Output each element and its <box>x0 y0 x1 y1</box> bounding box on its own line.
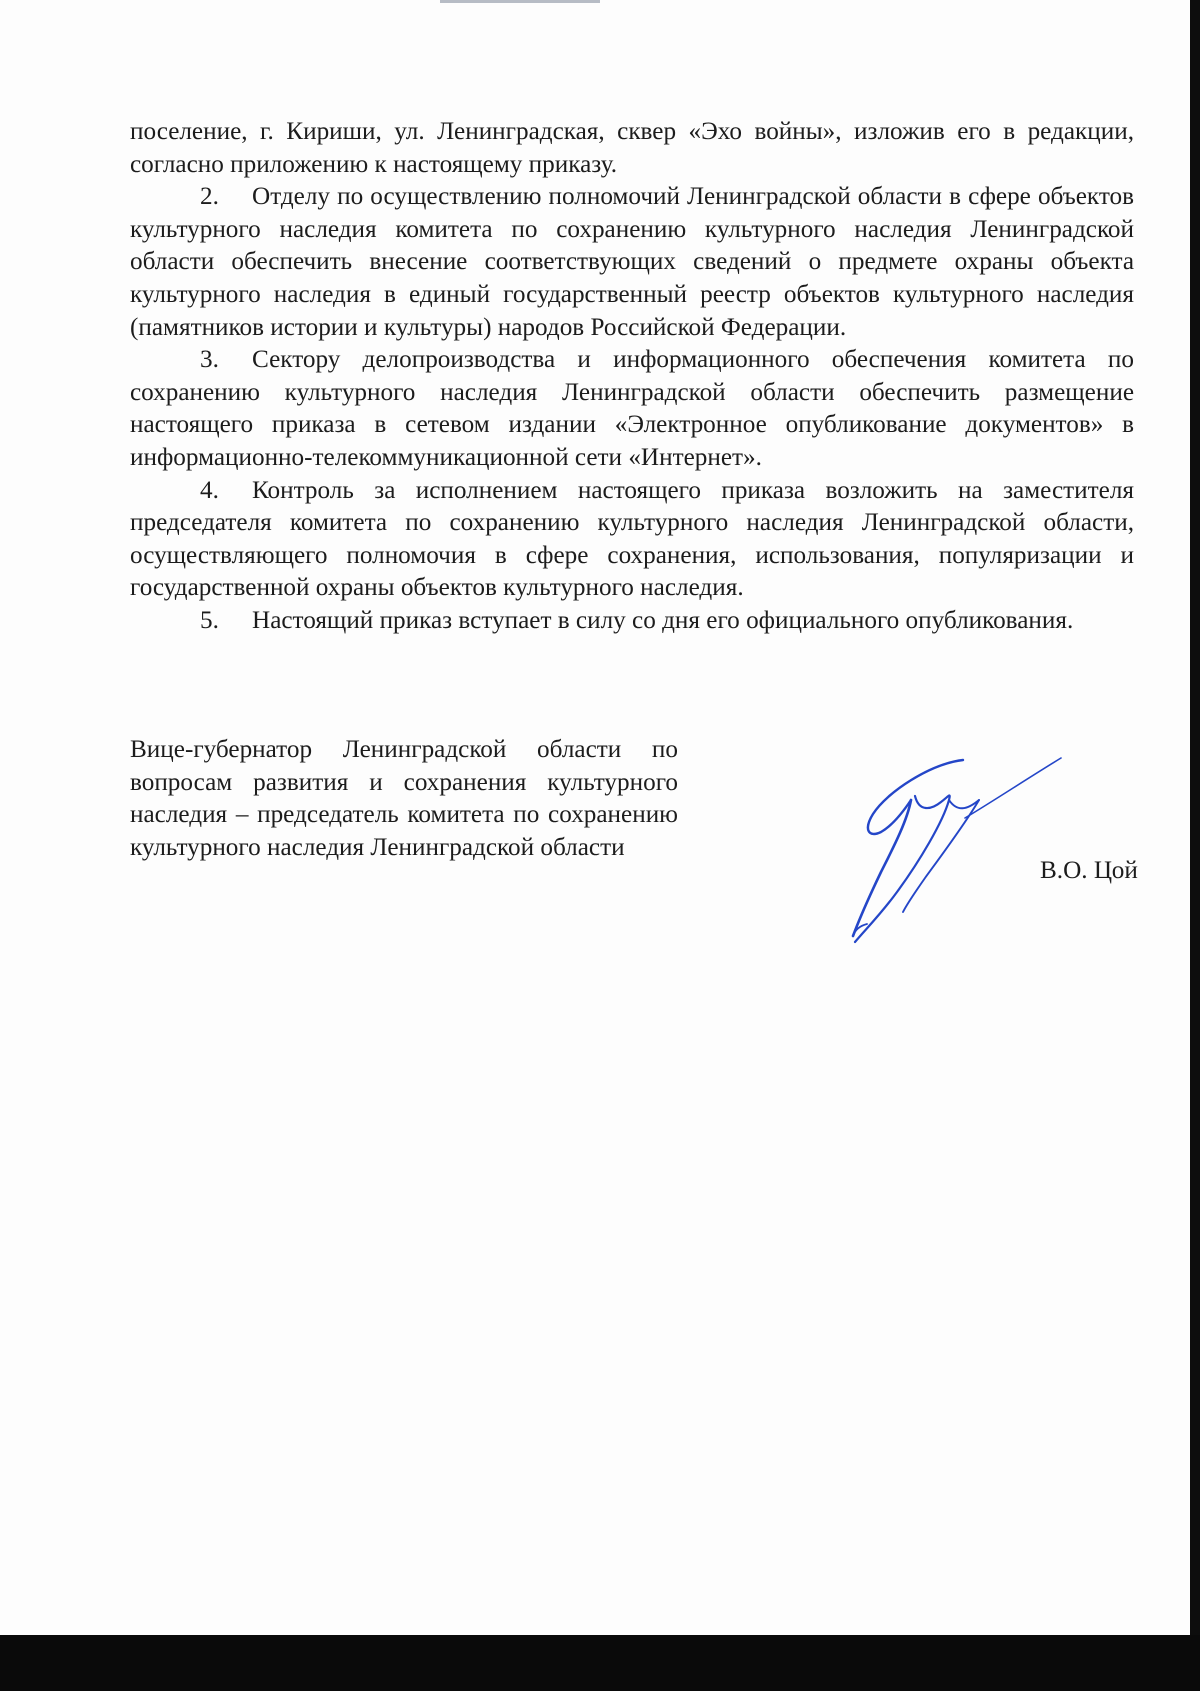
paragraph-text: Настоящий приказ вступает в силу со дня его официального опубликования. <box>252 606 1074 634</box>
paragraph-text: поселение, г. Кириши, ул. Ленинградская, сквер «Эхо войны», изложив его в редакции, согласно приложению к настоящему приказу. <box>130 118 1134 178</box>
paragraph-text: Контроль за исполнением настоящего приказа возложить на заместителя председателя комитета по сохранению культурного наследия Ленинградской области, осуществляющего полномочия в сфере сохранения, использования, популяризации и государственной охраны объектов культурного наследия. <box>130 476 1134 602</box>
paragraph-continuation <box>130 116 1134 181</box>
signatory-position-block <box>130 734 678 864</box>
paragraph-number: 4. <box>200 476 219 504</box>
paragraph-item-2 <box>130 181 1134 344</box>
scan-artifact-top <box>440 0 600 3</box>
paragraph-number: 5. <box>200 606 219 634</box>
paragraph-number: 3. <box>200 346 219 374</box>
document-body <box>130 116 1134 638</box>
paragraph-item-4 <box>130 475 1134 605</box>
paragraph-text: Сектору делопроизводства и информационного обеспечения комитета по сохранению культурного наследия Ленинградской области обеспечить размещение настоящего приказа в сетевом издании «Электронное опубликование документов» в информационно-телекоммуникационной сети «Интернет». <box>130 346 1134 471</box>
paragraph-number: 2. <box>200 183 219 211</box>
paragraph-text: Отделу по осуществлению полномочий Ленинградской области в сфере объектов культурного наследия комитета по сохранению культурного наследия Ленинградской области обеспечить внесение соответствующих сведений о предмете охраны объекта культурного наследия в единый государственный реестр объектов культурного наследия (памятников истории и культуры) народов Российской Федерации. <box>130 183 1134 341</box>
signatory-position: Вице-губернатор Ленинградской области по вопросам развития и сохранения культурного наследия – председатель комитета по сохранению культурного наследия Ленинградской области <box>130 736 678 861</box>
scan-border-right <box>1190 0 1200 1691</box>
signatory-name: В.О. Цой <box>1040 857 1138 884</box>
paragraph-item-3 <box>130 344 1134 474</box>
paragraph-item-5 <box>130 605 1134 638</box>
handwritten-signature <box>845 752 1065 948</box>
scan-border-bottom <box>0 1635 1200 1691</box>
